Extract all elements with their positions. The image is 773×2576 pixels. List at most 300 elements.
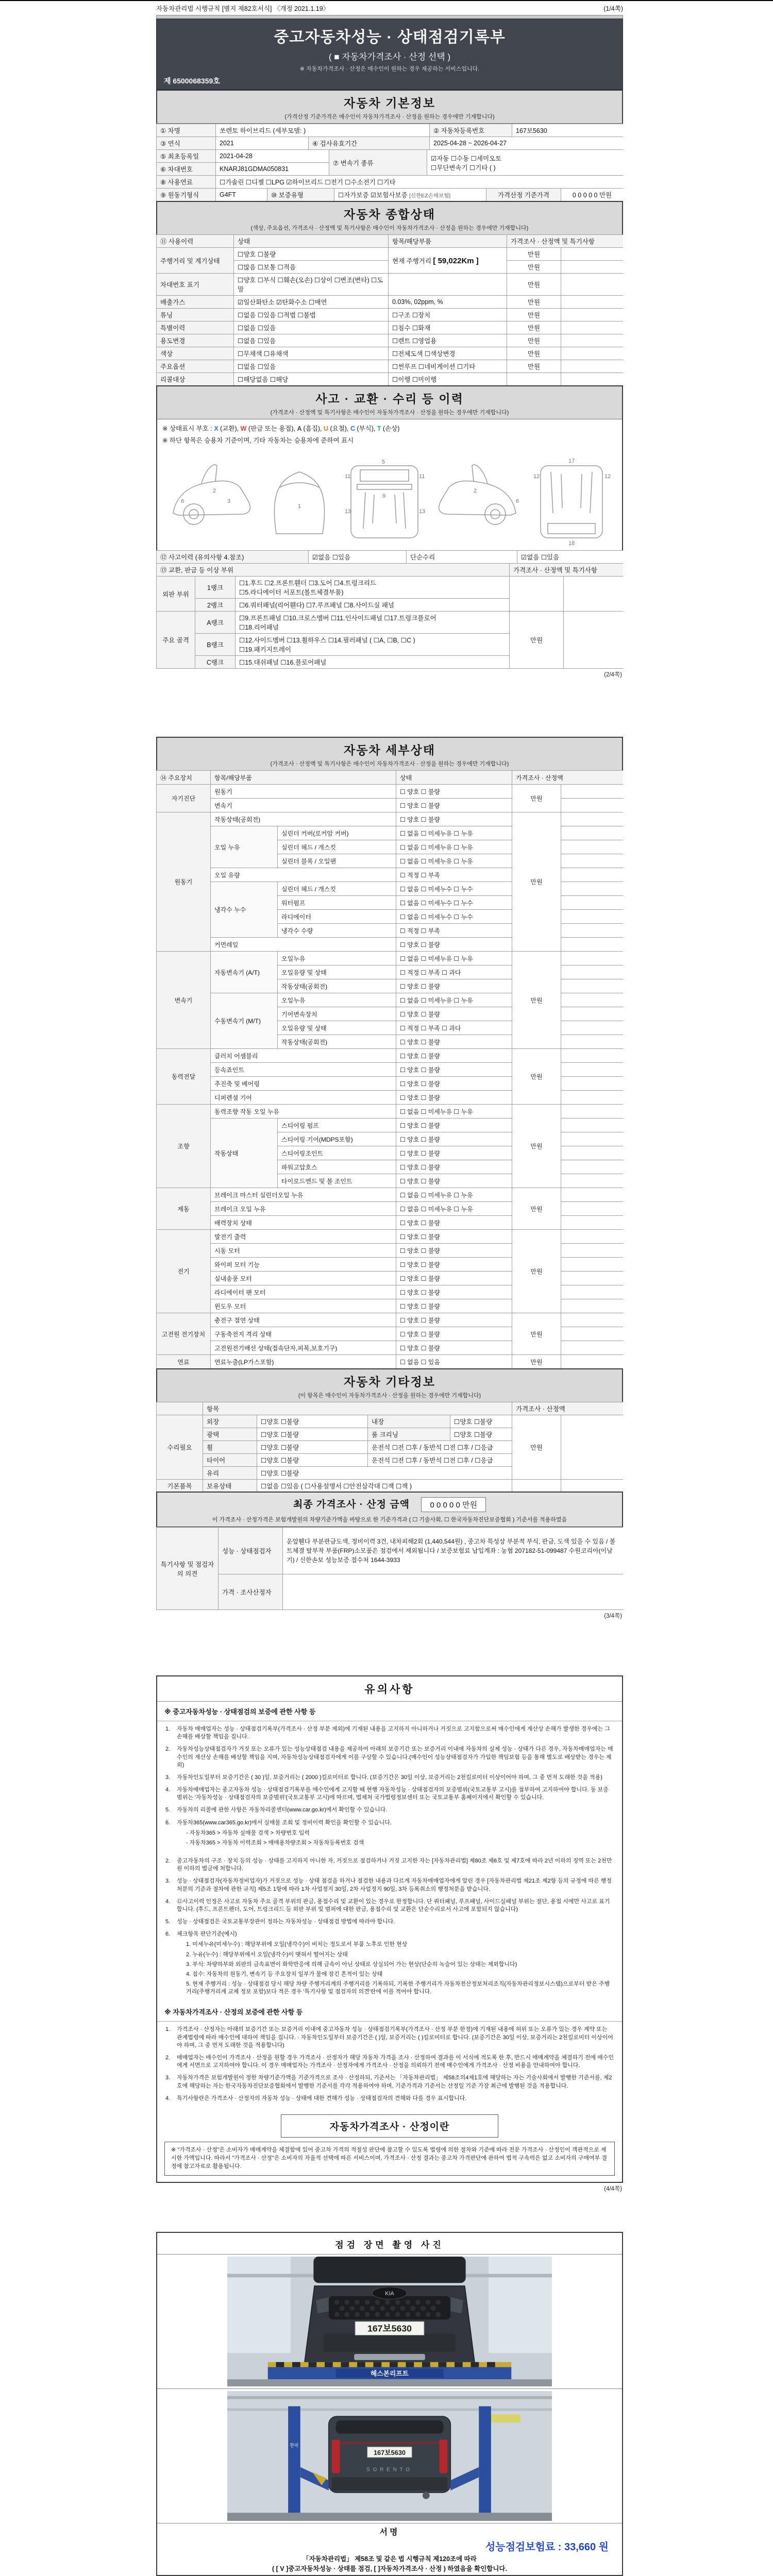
item-sub-label: 실린더 블록 / 오일팬: [278, 854, 396, 868]
state-options: ☐ 양호 ☐ 불량: [396, 1146, 512, 1160]
item-cell: 0.03%, 02ppm, %: [389, 296, 507, 309]
item-label: 브레이크 마스터 실린더오일 누유: [211, 1188, 396, 1202]
rankB-label: B랭크: [195, 634, 236, 656]
status-code-letter: U: [323, 425, 330, 432]
page-4: [156, 2232, 623, 2576]
etc-section-header: [156, 1368, 623, 1402]
svg-text:11: 11: [419, 473, 425, 480]
polish-state: ☐양호 ☐불량: [257, 1428, 368, 1441]
price-cell: 만원: [512, 1105, 561, 1188]
note-cell: [561, 924, 623, 938]
notice-items: [157, 1721, 622, 1853]
notice-item-number: 4.: [165, 1787, 171, 1793]
transmission-options: [427, 150, 624, 176]
signature-area: [157, 2523, 622, 2554]
item-label: 원동기: [211, 785, 396, 799]
state-options: ☐ 양호 ☐ 불량: [396, 1230, 512, 1244]
svg-text:5: 5: [382, 459, 385, 465]
summary-row: [157, 373, 624, 386]
device-name: 동력전달: [157, 1049, 211, 1105]
hold-state: ☐없음 ☐있음 ( ☐사용설명서 ☐안전삼각대 ☐잭 ☐잭 ): [257, 1480, 512, 1493]
state-options: ☐ 없음 ☐ 미세누수 ☐ 누수: [396, 910, 512, 924]
basic-items-row: [157, 1480, 624, 1493]
basic-section-title: 자동차 기본정보: [344, 96, 435, 110]
rankB-items-line2: ☐19.패키지트레이: [239, 646, 292, 653]
notice-items: [157, 2022, 622, 2109]
note-cell: [561, 1355, 623, 1369]
history-label: 튜닝: [157, 309, 234, 321]
note-cell: [561, 1021, 623, 1035]
svg-text:3: 3: [227, 498, 231, 504]
note-cell: [561, 373, 624, 386]
roomclean-state: ☐양호 ☐불량: [450, 1428, 512, 1441]
state-options: ☐ 양호 ☐ 불량: [396, 785, 512, 799]
notice-item-number: 2.: [165, 1746, 171, 1753]
item-label: 실내송풍 모터: [211, 1272, 396, 1285]
transmission-options-line1: ☑자동 ☐수동 ☐세미오토: [431, 155, 502, 162]
notice-item: [165, 2054, 614, 2070]
appraiser-comment: [283, 1574, 624, 1610]
frame-rankA-row: [157, 612, 624, 634]
mileage-price-1: 만원: [507, 248, 561, 261]
mileage-item: [389, 248, 507, 274]
state-options: ☐ 양호 ☐ 불량: [396, 1285, 512, 1299]
confirmation-line1: 「자동차관리법」 제58조 및 같은 법 시행규칙 제120조에 따라: [303, 2555, 477, 2563]
insurance-fee: 성능점검보험료 : 33,660 원: [485, 2541, 609, 2553]
glass-label: 유리: [203, 1467, 257, 1480]
inspection-period-value: 2025-04-28 ~ 2026-04-27: [430, 137, 624, 150]
tire-state: ☐양호 ☐불량: [257, 1454, 368, 1467]
state-options: ☐ 없음 ☐ 미세누수 ☐ 누수: [396, 882, 512, 896]
state-options: ☑일산화탄소 ☑탄화수소 ☐매연: [234, 296, 389, 309]
tire-label: 타이어: [203, 1454, 257, 1467]
svg-text:18: 18: [568, 540, 575, 547]
svg-text:11: 11: [345, 473, 351, 480]
rankC-label: C랭크: [195, 656, 236, 669]
car-diagram: [156, 449, 623, 550]
note-cell: [561, 1174, 623, 1188]
summary-table: [156, 234, 623, 386]
detail-section-subtitle: (가격조사 · 산정액 및 특기사항은 매수인이 자동차가격조사 · 산정을 원하는 경우에만 기재합니다): [270, 761, 509, 767]
engine-type-label: ⑨ 원동기형식: [157, 189, 216, 201]
rankA-items: [236, 612, 510, 634]
device-name: 조향: [157, 1105, 211, 1188]
rank2-items: ☐6.쿼터패널(리어휀다) ☐7.루프패널 ☐8.사이드실 패널: [236, 599, 510, 612]
note-cell: [561, 785, 623, 799]
state-options: ☐ 양호 ☐ 불량: [396, 1299, 512, 1313]
interior-state: ☐양호 ☐불량: [450, 1415, 512, 1428]
notice-item: [165, 1918, 614, 1926]
item-label: 와이퍼 모터 기능: [211, 1258, 396, 1272]
notice-item-sub: - 자동차365 > 자동차 이력조회 > 매매용차량조회 > 자동차등록번호 검색: [186, 1839, 364, 1846]
basic-section-header: [156, 90, 623, 124]
photo-rear: [157, 2389, 622, 2523]
basic-table-row6: [156, 188, 623, 201]
item-label: 충전구 절연 상태: [211, 1313, 396, 1327]
svg-text:1: 1: [298, 503, 301, 510]
detail-table-body: [157, 771, 624, 1369]
mileage-label: 주행거리 및 계기상태: [157, 248, 234, 274]
item-label: 추진축 및 베어링: [211, 1077, 396, 1091]
about-paragraph: ※ "가격조사 · 산정"은 소비자가 매매계약을 체결함에 있어 중고차 가격의 적절성 판단에 참고할 수 있도록 법령에 의한 절차와 기준에 따라 전문 가격조사 · 산정인이 객관적으로 제시한 가액입니다. 따라서 "가격조사 · 산정"은 소비자의 자율적 선택에 따른 서비스이며, 가격조사 · 산정 결과는 중고차 가격판단에 관하여 법적 구속력은 없고 소비자의 구매여부 결정에 참고자료로 활용됩니다.: [164, 2142, 615, 2176]
notice-item-text: 성능 · 상태점검은 국토교통부장관이 정하는 자동차성능 · 상태점검 방법에 따라야 합니다.: [177, 1919, 395, 1925]
note-cell: [561, 826, 623, 840]
etc-section-title: 자동차 기타정보: [344, 1375, 435, 1388]
item-sub-label: 스티어링조인트: [278, 1146, 396, 1160]
etc-col-item: 항목: [203, 1402, 512, 1415]
state-options: ☐ 적정 ☐ 부족: [396, 868, 512, 882]
final-price-value: 0 0 0 0 0 만원: [421, 1497, 486, 1512]
notice-item-text: 성능 · 상태점검자(자동차정비업자)가 거짓으로 성능 · 상태 점검을 하거나 점검한 내용과 다르게 자동차매매업자에게 알린 경우 [자동차관리법 제21조 제2항 등의 규정에 따른 행정처분의 기준과 절차에 관한 규칙] 제5조 1항에 따라 1차 사업정지 30일, 2차 사업정지 90일, 3차 등록취소의 행정처분을 받습니다.: [177, 1878, 612, 1892]
first-reg-label: ⑤ 최초등록일: [157, 150, 216, 163]
notice-item-number: 4.: [165, 2095, 171, 2102]
photo-rear-svg: [227, 2391, 552, 2521]
item-label: 윈도우 모터: [211, 1299, 396, 1313]
warranty-type-checkboxes: ☐자가보증 ☑보험사보증: [338, 192, 408, 199]
page-1: [156, 1, 623, 737]
notice-item-number: 2.: [165, 2054, 171, 2061]
state-options: ☐양호 ☐부식 ☐훼손(오손) ☐상이 ☐변조(변타) ☐도말: [234, 274, 389, 296]
item-sub-label: 오일누유: [278, 993, 396, 1007]
notice-item-text: 자동차365(www.car365.go.kr)에서 실매물 조회 및 정비이력 확인을 확인할 수 있습니다.: [177, 1819, 392, 1826]
note-cell: [561, 993, 623, 1007]
opinion-label: 특기사항 및 점검자의 의견: [157, 1528, 219, 1610]
summary-section-title: 자동차 종합상태: [344, 208, 435, 221]
history-label: 용도변경: [157, 334, 234, 347]
wheel-label: 휠: [203, 1441, 257, 1454]
price-cell: 만원: [512, 1355, 561, 1369]
notice-item: [165, 2074, 614, 2090]
notice-item-sub: 4. 침수: 자동차의 원동기, 변속기 등 주요장치 일부가 물에 잠긴 흔적이 있는 상태: [186, 1971, 383, 1977]
photo-section-title: 점검 장면 촬영 사진: [157, 2233, 622, 2255]
notice-item: [165, 1898, 614, 1913]
status-code-letter: C: [350, 425, 357, 432]
photo-front-svg: [227, 2257, 552, 2386]
price-cell: 만원: [512, 1313, 561, 1355]
rankB-items-line1: ☐12.사이드멤버 ☐13.휠하우스 ☐14.필러패널 ( ☐A, ☐B, ☐C ): [239, 637, 415, 644]
price-cell: 만원: [512, 1188, 561, 1230]
note-cell: [561, 1202, 623, 1216]
item-label: 등속죠인트: [211, 1063, 396, 1077]
notice-item-text: 매매업자는 매수인이 가격조사 · 산정을 원할 경우 가격조사 · 산정자가 해당 자동차 가격을 조사 · 산정하여 결과를 이 서식에 적도록 한 후, 반드시 매매계약을 체결하기 전에 매수인에게 서면으로 고지하여야 합니다. 이 경우 매매업자는 가격조사 · 산정자에게 가격조사 · 산정을 의뢰하기 전에 매수인에게 가격조사 · 산정 비용을 안내하여야 합니다.: [177, 2054, 614, 2069]
detail-row: [157, 1230, 624, 1244]
svg-text:2: 2: [213, 488, 216, 494]
summary-row: [157, 309, 624, 321]
etc-header-row: [157, 1402, 624, 1415]
notice-item-number: 6.: [165, 1819, 171, 1826]
accident-history-state: ☑없음 ☐있음: [309, 551, 407, 564]
etc-section-subtitle: (이 항목은 매수인이 자동차가격조사 · 산정을 원하는 경우에만 기재합니다): [298, 1393, 481, 1399]
price-cell: 만원: [512, 1230, 561, 1313]
tire-positions: 운전석 ☐전 ☐후 / 동반석 ☐전 ☐후 / ☐응급: [368, 1454, 512, 1467]
status-code-label: (부식),: [357, 425, 377, 432]
notice-item-number: 3.: [165, 1774, 171, 1781]
page-marker-4: (4/4쪽): [604, 2185, 622, 2192]
price-cell: [507, 373, 561, 386]
inspector-label: 성능 · 상태점검자: [219, 1528, 283, 1574]
summary-col-price: 가격조사 · 산정액 및 특기사항: [507, 235, 624, 248]
notice-item-text: 자동차의 리콜에 관한 사항은 자동차리콜센터(www.car.go.kr)에서 확인할 수 있습니다.: [177, 1807, 388, 1814]
state-options: ☐ 양호 ☐ 불량: [396, 1244, 512, 1258]
device-name: 전기: [157, 1230, 211, 1313]
notice-item-text: 자동차성능상태점검자가 거짓 또는 오류가 있는 성능상태점검 내용을 제공하여 아래의 보증기간 또는 보증거리 이내에 자동차의 실제 성능 · 상태가 다른 경우, 자동차매매업자는 매수인의 재산상 손해를 배상할 책임을 지며, 자동차성능상태점검자에게 이를 구상할 수 있습니다.(매수인이 성능상태점검자가 가입한 책임보험 등을 통해 별도로 배상받는 경우는 제외): [177, 1746, 613, 1768]
history-label: 색상: [157, 347, 234, 360]
item-label: 변속기: [211, 799, 396, 812]
item-sub-label: 실린더 헤드 / 개스킷: [278, 882, 396, 896]
item-label: 디퍼렌셜 기어: [211, 1091, 396, 1105]
detail-row: [157, 1105, 624, 1118]
item-group-label: 냉각수 누수: [211, 882, 278, 938]
history-label: 주요옵션: [157, 360, 234, 373]
item-sub-label: 파워고압호스: [278, 1160, 396, 1174]
note-cell: [561, 360, 624, 373]
accident-parts-table: [156, 576, 623, 669]
warranty-type-label: ⑩ 보증유형: [267, 189, 334, 201]
opinion-inspector-row: [157, 1528, 624, 1574]
detail-col-state: 상태: [396, 771, 512, 785]
first-reg-value: 2021-04-28: [216, 150, 329, 163]
item-label: 연료누출(LP가스포함): [211, 1355, 396, 1369]
glass-state: ☐양호 ☐불량: [257, 1467, 512, 1480]
notice-item: [165, 2095, 614, 2103]
notice-item: [165, 1857, 614, 1873]
note-cell: [561, 1299, 623, 1313]
note-cell: [561, 1216, 623, 1230]
note-cell: [561, 1285, 623, 1299]
note-cell: [561, 296, 624, 309]
rank2-label: 2랭크: [195, 599, 236, 612]
item-sub-label: 실린더 헤드 / 개스킷: [278, 840, 396, 854]
item-sub-label: 작동상태(공회전): [278, 979, 396, 993]
form-reference-line: [156, 1, 623, 15]
notice-items: [157, 1853, 622, 2002]
lift-column-label: 한국: [290, 2443, 299, 2448]
page-marker-2: (2/4쪽): [604, 672, 622, 678]
state-options: ☐ 없음 ☐ 미세누유 ☐ 누유: [396, 826, 512, 840]
notice-item-sub: 2. 누유(누수) : 해당부위에서 오일(냉각수)이 맺혀서 떨어지는 상태: [186, 1951, 348, 1958]
item-label: 시동 모터: [211, 1244, 396, 1258]
price-cell: 만원: [512, 812, 561, 952]
rank1-label: 1랭크: [195, 577, 236, 599]
svg-text:13: 13: [345, 509, 351, 515]
notice-item-text: ⑫사고이력 인정은 사고로 자동차 주요 골격 부위의 판금, 용접수리 및 교환이 있는 경우로 한정합니다. 단 쿼터패널, 루프패널, 사이드실패널 부위는 절단, 용접 시에만 사고로 표기합니다. (후드, 프론트펜더, 도어, 트렁크리드 등 외판 부위 및 범퍼에 대한 판금, 용접수리 및 교환은 단순수리로서 사고에 포함되지 않습니다): [177, 1898, 610, 1912]
note-cell: [561, 1105, 623, 1118]
parts-price-header: 가격조사 · 산정액 및 특기사항: [510, 564, 624, 577]
notice-item-sub: 5. 현재 주행거리 : 성능 · 상태점검 당시 해당 차량 주행거리계의 주행거리를 기록하되, 기록한 주행거리가 자동차전산정보처리조직(자동차관리정보시스템)으로부터 받은 주행거리(주행거리계 교체 정보 포함)보다 적은 경우 '특기사항 및 점검자의 의견'란에 이를 적어야 합니다.: [186, 1981, 610, 1995]
note-cell: [561, 1258, 623, 1272]
summary-col-state: 상태: [234, 235, 389, 248]
item-cell: ☐이행 ☐미이행: [389, 373, 507, 386]
notice-item-text: 가격조사 · 산정자는 아래의 보증기간 또는 보증거리 이내에 중고자동차 성능 · 상태점검기록부(가격조사 · 산정 부분 한정)에 기재된 내용에 허위 또는 오류가 있는 경우 계약 또는 관계법령에 따라 매수인에 대하여 책임을 집니다. · 자동차인도일부터 보증기간은 ( )일, 보증거리는 ( )킬로미터로 합니다. (보증기간은 30일 이상, 보증거리는 2천킬로미터 이상이어야 하며, 그 중 먼저 도래한 것을 적용합니다): [177, 2026, 613, 2048]
note-cell: [561, 965, 623, 979]
state-options: ☐ 양호 ☐ 불량: [396, 799, 512, 812]
page-3: [156, 1675, 623, 2232]
notice-item-number: 1.: [165, 1726, 171, 1732]
kia-badge: KIA: [385, 2290, 394, 2297]
note-cell: [561, 854, 623, 868]
state-options: ☐ 없음 ☐ 미세누수 ☐ 누수: [396, 896, 512, 910]
item-label: 구동축전지 격리 상태: [211, 1327, 396, 1341]
mileage-note-2: [561, 261, 624, 274]
detail-row: [157, 1049, 624, 1063]
legend-prefix: ※ 상태표시 부호 :: [162, 425, 212, 432]
status-code-label: (교환),: [220, 425, 241, 432]
note-cell: [561, 1313, 623, 1327]
repair-price: 만원: [512, 1415, 561, 1480]
page-marker-3: (3/4쪽): [604, 1613, 622, 1619]
polish-label: 광택: [203, 1428, 257, 1441]
notice-box: [156, 1675, 623, 2183]
note-cell: [561, 1007, 623, 1021]
header-gray-bar: [156, 15, 623, 19]
final-price-note: 이 가격조사 · 산정가격은 보험개발원의 차량기준가액을 바탕으로 한 기준가격과 ( ☐ 기술사회, ☐ 한국자동차진단보증협회 ) 기준서를 적용하였음: [212, 1517, 567, 1523]
svg-text:17: 17: [568, 458, 575, 464]
item-sub-label: 냉각수 수량: [278, 924, 396, 938]
state-options: ☐ 양호 ☐ 불량: [396, 812, 512, 826]
status-code-label: (판금 또는 용접),: [248, 425, 297, 432]
hold-label: 보유상태: [203, 1480, 257, 1493]
rear-license-plate: 167보5630: [373, 2449, 406, 2457]
item-label: 발전기 출력: [211, 1230, 396, 1244]
svg-text:12: 12: [533, 473, 540, 480]
detail-table: [156, 770, 623, 1369]
vin-label: ⑥ 차대번호: [157, 163, 216, 176]
item-cell: ☐썬루프 ☐네비게이션 ☐기타: [389, 360, 507, 373]
history-label: 특별이력: [157, 321, 234, 334]
price-cell: 만원: [507, 309, 561, 321]
status-code-legend: [162, 423, 617, 433]
outer-rank1-row: [157, 577, 624, 599]
price-cell: 만원: [507, 334, 561, 347]
item-cell: ☐구조 ☐장치: [389, 309, 507, 321]
item-sub-label: 타이로드엔드 및 볼 조인트: [278, 1174, 396, 1188]
price-cell: 만원: [512, 1049, 561, 1105]
state-options: ☐ 양호 ☐ 불량: [396, 1132, 512, 1146]
note-cell: [561, 334, 624, 347]
item-sub-label: 오일유량 및 상태: [278, 1021, 396, 1035]
summary-table-body: [157, 235, 624, 386]
price-cell: 만원: [512, 785, 561, 812]
opinion-table: [156, 1527, 623, 1610]
basic-items-label: 기본품목: [157, 1480, 203, 1493]
etc-table: [156, 1402, 623, 1493]
note-cell: [561, 799, 623, 812]
note-cell: [561, 938, 623, 952]
notice-item-number: 5.: [165, 1807, 171, 1814]
opinion-appraiser-row: [157, 1574, 624, 1610]
accident-parts-header: [156, 563, 623, 577]
repair-group-label: 수리필요: [157, 1415, 203, 1480]
final-price-label: 최종 가격조사 · 산정 금액: [293, 1499, 410, 1510]
page-marker-1: (1/4쪽): [603, 5, 623, 12]
price-cell: 만원: [507, 347, 561, 360]
status-code-letter: W: [240, 425, 248, 432]
front-license-plate: 167보5630: [367, 2323, 412, 2334]
note-cell: [561, 1341, 623, 1355]
note-cell: [561, 1272, 623, 1285]
state-options: ☐없음 ☐있음: [234, 360, 389, 373]
accident-section-title: 사고 · 교환 · 수리 등 이력: [315, 392, 464, 405]
frame-note: [564, 612, 624, 669]
basic-table-row2: [156, 137, 623, 150]
notice-item-sub: 1. 미세누유(미세누수) : 해당부위에 오일(냉각수)이 비치는 정도로서 부품 노후로 인한 현상: [186, 1941, 408, 1948]
notice-item-text: 자동차매매업자는 중고자동차 성능 · 상태점검기록부를 매수인에게 고지할 때 현행 자동차성능 · 상태점검자의 보증범위(국토교통부 고시)를 첨부하여 고지하여야 합니다. 동 보증범위는 '자동차성능 · 상태점검자의 보증범위'(국토교통부 고시)에 따르며, 법제처 국가법령정보센터 또는 국토교통부 홈페이지에서 확인할 수 있습니다.: [177, 1787, 609, 1801]
notice-item-text: 자동차가격은 보험개발원이 정한 차량기준가액을 기준가격으로 조사 · 산정하되, 기준서는 「자동차관리법」 제58조의4제1호에 해당하는 자는 기술사회에서 발행한 기준서를, 제2호에 해당하는 자는 한국자동차진단보증협회에서 발행한 기준서를 각각 적용하여야 하며, 기준가격과 기준서는 산정일 기준 가장 최근에 발행된 것을 적용합니다.: [177, 2075, 612, 2089]
document-number: 제 6500068359호: [164, 77, 220, 85]
notice-item-sub: - 자동차365 > 자동차 실매물 검색 > 차량번호 입력: [186, 1829, 310, 1836]
note-cell: [561, 1035, 623, 1049]
note-cell: [561, 1188, 623, 1202]
model-year-label: ③ 연식: [157, 137, 216, 150]
item-sub-label: 스티어링 펌프: [278, 1118, 396, 1132]
notice-item-text: 중고자동차의 구조 · 장치 등의 성능 · 상태를 고지하지 아니한 자, 거짓으로 점검하거나 거짓 고지한 자는 [자동차관리법] 제80조 제6호 및 제7호에 따라 2년 이하의 징역 또는 2천만원 이하의 벌금에 처합니다.: [177, 1858, 612, 1872]
car-name-label: ① 차명: [157, 124, 216, 137]
notice-item: [165, 1819, 614, 1827]
state-options: ☐ 없음 ☐ 미세누유 ☐ 누유: [396, 1105, 512, 1118]
history-label: 차대번호 표기: [157, 274, 234, 296]
state-options: ☐ 없음 ☐ 미세누유 ☐ 누유: [396, 952, 512, 965]
fuel-label: ⑧ 사용연료: [157, 176, 216, 189]
final-price-box: [156, 1492, 623, 1528]
transmission-options-line2: ☐무단변속기 ☐기타 ( ): [431, 164, 496, 172]
page-2: [156, 737, 623, 1675]
item-cell: ☐침수 ☐화재: [389, 321, 507, 334]
state-options: ☐ 적정 ☐ 부족 ☐ 과다: [396, 965, 512, 979]
note-cell: [561, 1118, 623, 1132]
item-label: 오일 유량: [211, 868, 396, 882]
about-title-box: 자동차가격조사 · 산정이란: [281, 2114, 498, 2138]
outer-note: [564, 577, 624, 612]
base-price-value: 0 0 0 0 0 만원: [561, 189, 624, 201]
item-sub-label: 라디에이터: [278, 910, 396, 924]
detail-section-title: 자동차 세부상태: [344, 743, 435, 757]
svg-text:6: 6: [181, 498, 184, 504]
summary-col-item: 항목/해당부품: [389, 235, 507, 248]
note-cell: [561, 868, 623, 882]
svg-text:6: 6: [516, 498, 519, 504]
document-title: 중고자동차성능 · 상태점검기록부: [274, 29, 506, 46]
basic-items-price: [512, 1480, 561, 1493]
detail-row: [157, 812, 624, 826]
state-options: ☐없음 ☐있음 ☐적법 ☐불법: [234, 309, 389, 321]
notice-item: [165, 1930, 614, 1938]
notice-heading: ※ 자동차가격조사 · 산정의 보증에 관한 사항 등: [157, 2002, 622, 2022]
status-code-letter: A: [297, 425, 304, 432]
notice-item: [165, 1725, 614, 1741]
price-cell: 만원: [507, 360, 561, 373]
detail-row: [157, 1355, 624, 1369]
parts-header-label: ⑬ 교환, 판금 등 이상 부위: [157, 564, 510, 577]
simple-repair-state: ☑없음 ☐있음: [517, 551, 624, 564]
state-options: ☐ 양호 ☐ 불량: [396, 1272, 512, 1285]
rankB-items: [236, 634, 510, 656]
state-options: ☐ 없음 ☐ 미세누유 ☐ 누유: [396, 1202, 512, 1216]
note-cell: [561, 347, 624, 360]
rankA-items-line2: ☐18.리어패널: [239, 624, 279, 631]
basic-table-row3: [156, 149, 623, 176]
reg-no-label: ② 자동차등록번호: [430, 124, 512, 137]
svg-text:2: 2: [474, 488, 477, 494]
item-group-label: 오일 누유: [211, 826, 278, 868]
engine-type-value: G4FT: [216, 189, 267, 201]
notice-item-text: 체크항목 판단기준(예시): [177, 1931, 237, 1938]
note-cell: [561, 309, 624, 321]
accident-history-row: [156, 550, 623, 564]
mileage-item-prefix: 현재 주행거리: [392, 257, 431, 265]
etc-corner-cell: [157, 1402, 203, 1415]
warranty-type-options: [334, 189, 486, 201]
note-cell: [561, 1132, 623, 1146]
